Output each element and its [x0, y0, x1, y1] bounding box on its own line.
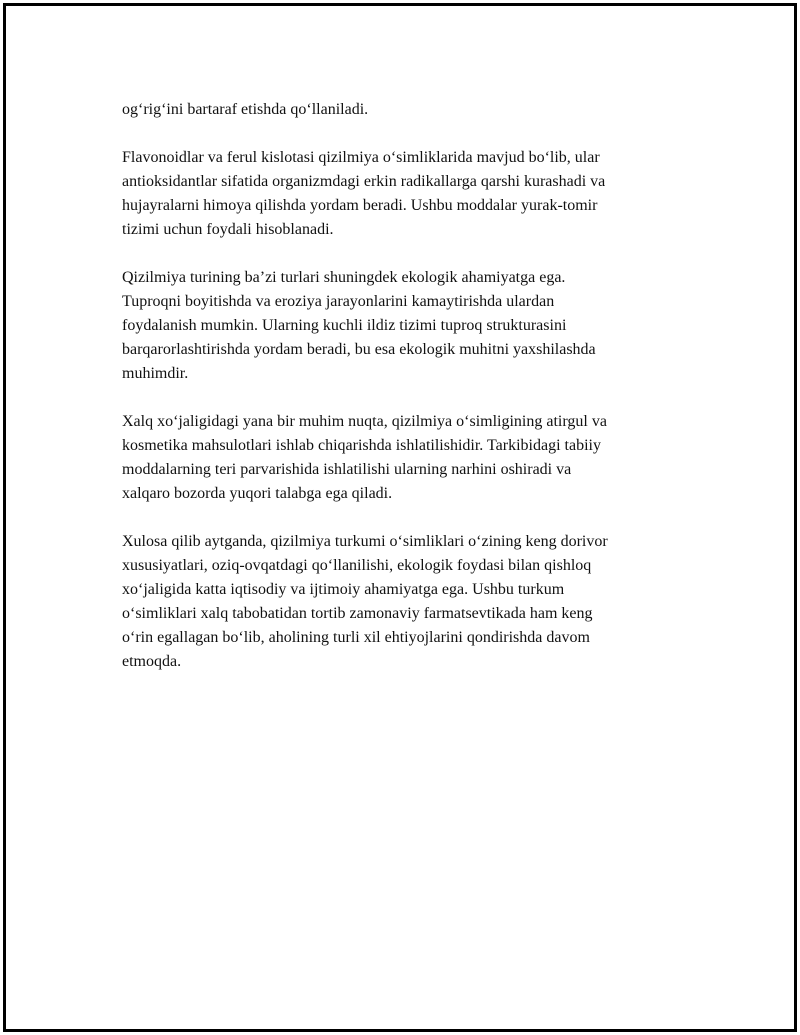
paragraph-ecology — [122, 266, 692, 386]
paragraph-cosmetics — [122, 410, 692, 506]
text-line: moddalarning teri parvarishida ishlatilishi ularning narhini oshiradi va — [122, 461, 572, 478]
text-line: xalqaro bozorda yuqori talabga ega qiladi. — [122, 485, 393, 502]
text-line: antioksidantlar sifatida organizmdagi erkin radikallarga qarshi kurashadi va — [122, 173, 606, 190]
text-line: Qizilmiya turining ba’zi turlari shuningdek ekologik ahamiyatga ega. — [122, 269, 566, 286]
text-line: Flavonoidlar va ferul kislotasi qizilmiya o‘simliklarida mavjud bo‘lib, ular — [122, 149, 600, 166]
page-border-frame — [3, 3, 797, 1032]
text-line: foydalanish mumkin. Ularning kuchli ildiz tizimi tuproq strukturasini — [122, 317, 567, 334]
text-line: o‘rin egallagan bo‘lib, aholining turli xil ehtiyojlarini qondirishda davom — [122, 629, 590, 646]
document-body — [122, 98, 692, 698]
paragraph-conclusion — [122, 530, 692, 674]
text-line: Xulosa qilib aytganda, qizilmiya turkumi o‘simliklari o‘zining keng dorivor — [122, 533, 608, 550]
text-line: muhimdir. — [122, 365, 189, 382]
text-line: xo‘jaligida katta iqtisodiy va ijtimoiy ahamiyatga ega. Ushbu turkum — [122, 581, 565, 598]
text-line: Xalq xo‘jaligidagi yana bir muhim nuqta, qizilmiya o‘simligining atirgul va — [122, 413, 607, 430]
text-line: xususiyatlari, oziq-ovqatdagi qo‘llanilishi, ekologik foydasi bilan qishloq — [122, 557, 592, 574]
paragraph-flavonoids — [122, 146, 692, 242]
text-line: o‘simliklari xalq tabobatidan tortib zamonaviy farmatsevtikada ham keng — [122, 605, 593, 622]
text-line: etmoqda. — [122, 653, 182, 670]
text-line: kosmetika mahsulotlari ishlab chiqarishda ishlatilishidir. Tarkibidagi tabiiy — [122, 437, 601, 454]
text-line: tizimi uchun foydali hisoblanadi. — [122, 221, 334, 238]
text-line: hujayralarni himoya qilishda yordam beradi. Ushbu moddalar yurak-tomir — [122, 197, 598, 214]
text-line: og‘rig‘ini bartaraf etishda qo‘llaniladi. — [122, 101, 369, 118]
paragraph-continuation — [122, 98, 692, 122]
text-line: Tuproqni boyitishda va eroziya jarayonlarini kamaytirishda ulardan — [122, 293, 555, 310]
text-line: barqarorlashtirishda yordam beradi, bu esa ekologik muhitni yaxshilashda — [122, 341, 596, 358]
